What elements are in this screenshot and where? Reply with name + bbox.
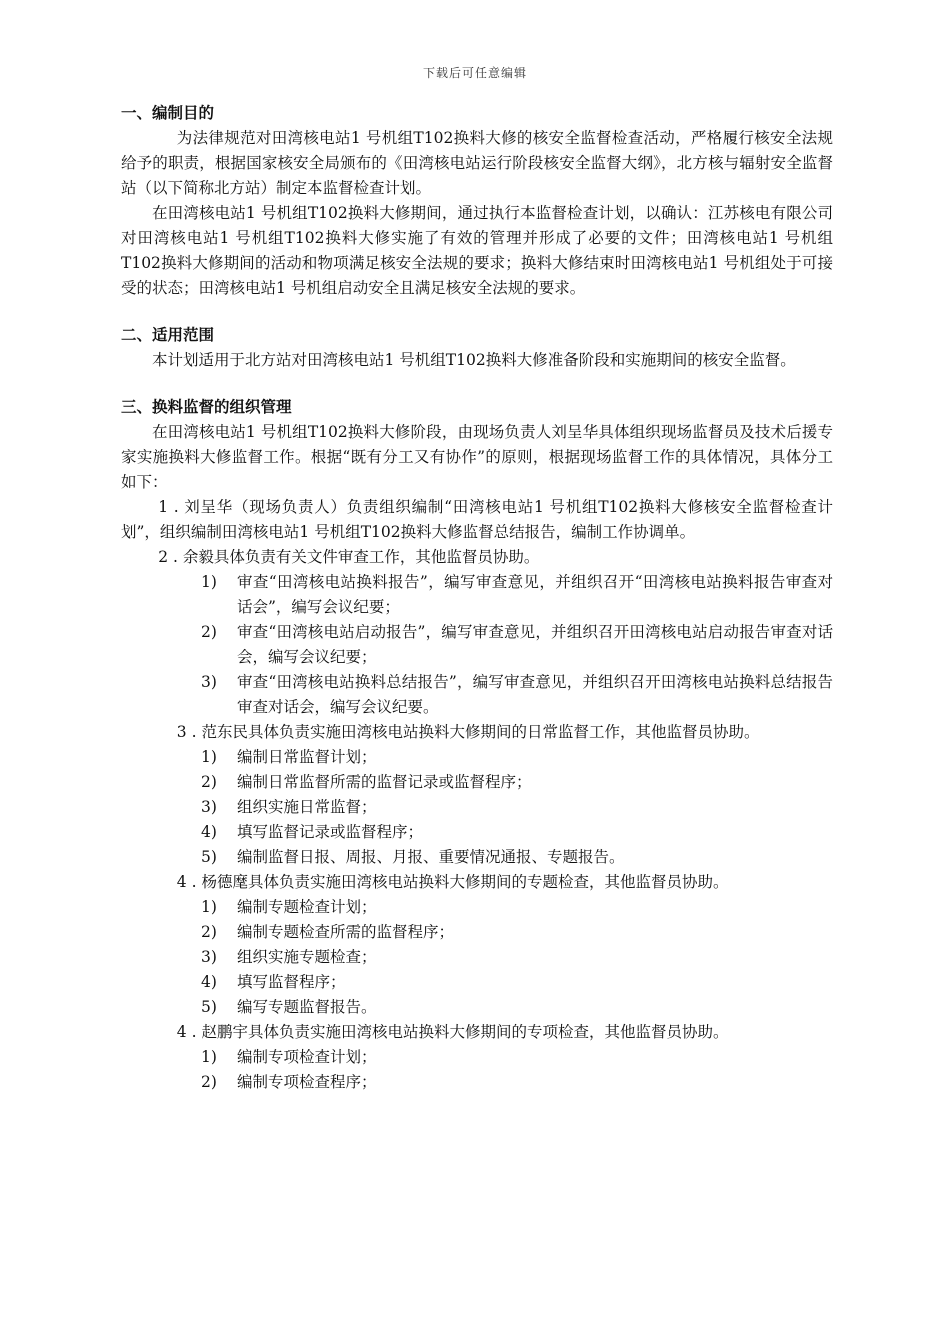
sub-item	[121, 895, 833, 920]
sub-item	[121, 995, 833, 1020]
sub-item	[121, 770, 833, 795]
sub-item-text: 编制日常监督计划；	[237, 748, 377, 766]
paragraph: 在田湾核电站1 号机组T102换料大修期间，通过执行本监督检查计划，以确认：江苏核电有限公司对田湾核电站1 号机组T102换料大修实施了有效的管理并形成了必要的文件；田湾核电站1 号机组T102换料大修期间的活动和物项满足核安全法规的要求；换料大修结束时田湾核电站1 号机组处于可接受的状态；田湾核电站1 号机组启动安全且满足核安全法规的要求。	[121, 204, 833, 297]
sub-item-text: 编制专题检查所需的监督程序；	[237, 923, 455, 941]
sub-item	[121, 945, 833, 970]
sub-item-number: 3)	[201, 673, 217, 691]
sub-item-text: 填写监督记录或监督程序；	[237, 823, 424, 841]
sub-item-number: 1)	[201, 898, 217, 916]
sub-item-text: 编制专项检查计划；	[237, 1048, 377, 1066]
sub-item	[121, 845, 833, 870]
sub-item-number: 1)	[201, 748, 217, 766]
sub-item-text: 审查“田湾核电站启动报告”，编写审查意见，并组织召开田湾核电站启动报告审查对话会，编写会议纪要；	[237, 623, 833, 666]
sub-item	[121, 1045, 833, 1070]
sub-item-text: 编制专项检查程序；	[237, 1073, 377, 1091]
sub-item-text: 编制日常监督所需的监督记录或监督程序；	[237, 773, 532, 791]
sub-item-text: 审查“田湾核电站换料总结报告”，编写审查意见，并组织召开田湾核电站换料总结报告审查对话会，编写会议纪要。	[237, 673, 833, 716]
paragraph: 本计划适用于北方站对田湾核电站1 号机组T102换料大修准备阶段和实施期间的核安全监督。	[152, 351, 796, 369]
sub-item	[121, 1070, 833, 1095]
numbered-item: 4 . 杨德麾具体负责实施田湾核电站换料大修期间的专题检查，其他监督员协助。	[176, 873, 729, 891]
sub-item-number: 2)	[201, 923, 217, 941]
sub-item	[121, 570, 833, 620]
sub-item-number: 1)	[201, 1048, 217, 1066]
numbered-item: 4 . 赵鹏宇具体负责实施田湾核电站换料大修期间的专项检查，其他监督员协助。	[176, 1023, 729, 1041]
sub-item-text: 编制监督日报、周报、月报、重要情况通报、专题报告。	[237, 848, 625, 866]
page-header: 下载后可任意编辑	[422, 66, 527, 80]
sub-item-number: 3)	[201, 948, 217, 966]
sub-item-text: 审查“田湾核电站换料报告”，编写审查意见，并组织召开“田湾核电站换料报告审查对话会”，编写会议纪要；	[237, 573, 833, 616]
sub-item-text: 组织实施日常监督；	[237, 798, 377, 816]
numbered-item: 2 . 余毅具体负责有关文件审查工作，其他监督员协助。	[158, 548, 540, 566]
sub-item-number: 4)	[201, 823, 217, 841]
paragraph: 为法律规范对田湾核电站1 号机组T102换料大修的核安全监督检查活动，严格履行核安全法规给予的职责，根据国家核安全局颁布的《田湾核电站运行阶段核安全监督大纲》，北方核与辐射安全监督站（以下简称北方站）制定本监督检查计划。	[121, 129, 833, 197]
sub-item	[121, 820, 833, 845]
paragraph: 在田湾核电站1 号机组T102换料大修阶段，由现场负责人刘呈华具体组织现场监督员及技术后援专家实施换料大修监督工作。根据“既有分工又有协作”的原则，根据现场监督工作的具体情况，具体分工如下：	[121, 423, 833, 491]
numbered-item: 1 . 刘呈华（现场负责人）负责组织编制“田湾核电站1 号机组T102换料大修核安全监督检查计划”，组织编制田湾核电站1 号机组T102换料大修监督总结报告，编制工作协调单。	[121, 498, 833, 541]
sub-item-number: 3)	[201, 798, 217, 816]
sub-item-number: 2)	[201, 623, 217, 641]
sub-item-number: 2)	[201, 1073, 217, 1091]
sub-item-text: 编写专题监督报告。	[237, 998, 377, 1016]
numbered-item: 3 . 范东民具体负责实施田湾核电站换料大修期间的日常监督工作，其他监督员协助。	[176, 723, 760, 741]
sub-item-text: 编制专题检查计划；	[237, 898, 377, 916]
sub-item-text: 填写监督程序；	[237, 973, 346, 991]
section-heading-organization: 三、换料监督的组织管理	[121, 398, 292, 416]
sub-item	[121, 920, 833, 945]
sub-item-number: 2)	[201, 773, 217, 791]
sub-item	[121, 620, 833, 670]
sub-item	[121, 795, 833, 820]
section-heading-scope: 二、适用范围	[121, 326, 215, 344]
sub-item-text: 组织实施专题检查；	[237, 948, 377, 966]
sub-item-number: 4)	[201, 973, 217, 991]
document-body	[121, 101, 833, 1095]
sub-item-number: 5)	[201, 848, 217, 866]
sub-item-number: 1)	[201, 573, 217, 591]
sub-item-number: 5)	[201, 998, 217, 1016]
section-heading-purpose: 一、编制目的	[121, 104, 215, 122]
sub-item	[121, 970, 833, 995]
sub-item	[121, 745, 833, 770]
sub-item	[121, 670, 833, 720]
